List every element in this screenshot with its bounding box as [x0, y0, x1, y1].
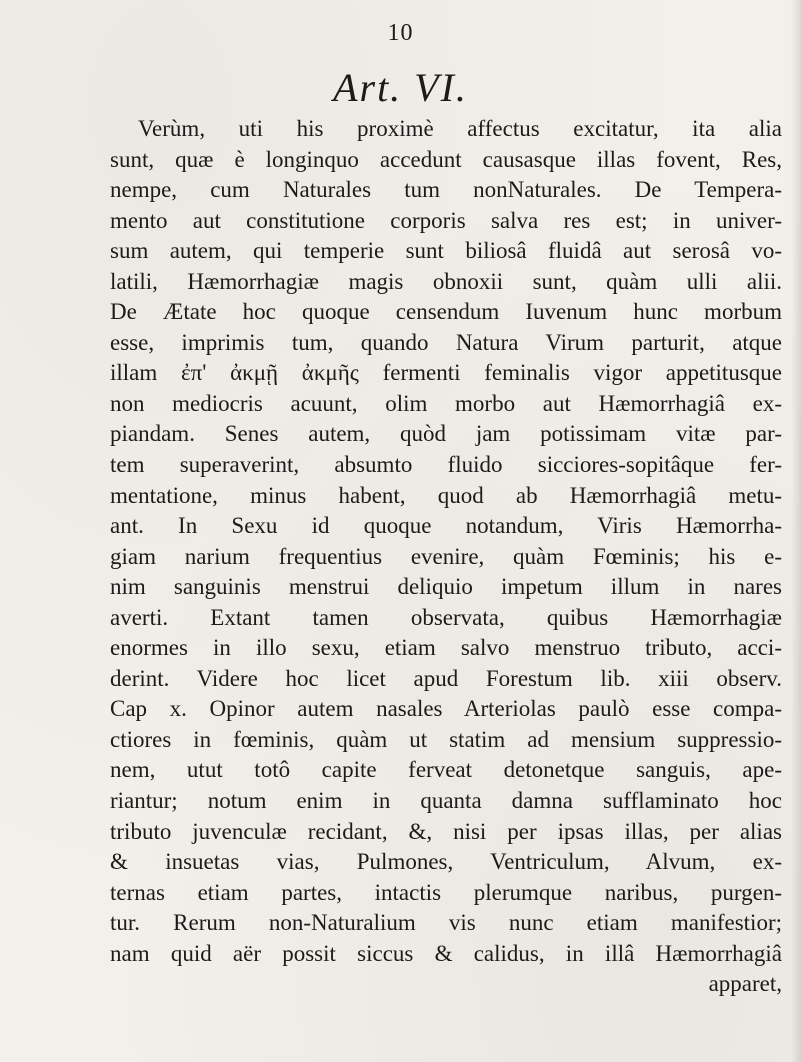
text-line: averti. Extant tamen observata, quibus Hæmorrhagiæ — [110, 604, 782, 630]
text-line: ternas etiam partes, intactis plerumque naribus, purgen- — [110, 879, 782, 905]
text-line: mentatione, minus habent, quod ab Hæmorrhagiâ metu- — [110, 482, 782, 508]
catchword-line: apparet, — [708, 971, 782, 997]
text-line: nempe, cum Naturales tum nonNaturales. De Tempera- — [110, 177, 782, 203]
text-line: tur. Rerum non-Naturalium vis nunc etiam manifestior; — [110, 910, 782, 936]
text-line: & insuetas vias, Pulmones, Ventriculum, Alvum, ex- — [110, 849, 782, 875]
text-line: Verùm, uti his proximè affectus excitatur, ita alia — [138, 116, 782, 141]
text-line: mento aut constitutione corporis salva res est; in univer- — [110, 207, 782, 233]
section-heading: Art. VI. — [333, 65, 468, 110]
text-line: esse, imprimis tum, quando Natura Virum parturit, atque — [110, 329, 782, 355]
text-line: sum autem, qui temperie sunt biliosâ fluidâ aut serosâ vo- — [110, 238, 782, 264]
text-line: ant. In Sexu id quoque notandum, Viris Hæmorrha- — [110, 513, 782, 539]
text-line: De Ætate hoc quoque censendum Iuvenum hunc morbum — [110, 299, 782, 325]
text-line: riantur; notum enim in quanta damna sufflaminato hoc — [110, 788, 782, 814]
text-line: enormes in illo sexu, etiam salvo menstruo tributo, acci- — [110, 635, 782, 661]
text-line: illam ἐπ' ἀκμῇ ἀκμῆς fermenti feminalis vigor appetitusque — [110, 360, 782, 386]
body-text — [110, 114, 782, 1000]
text-line: piandam. Senes autem, quòd jam potissimam vitæ par- — [110, 421, 782, 447]
text-line: nem, utut totô capite ferveat detonetque sanguis, ape- — [110, 757, 782, 783]
text-line: ctiores in fœminis, quàm ut statim ad mensium suppressio- — [110, 726, 782, 752]
text-line: nim sanguinis menstrui deliquio impetum illum in nares — [110, 574, 782, 600]
text-line: tributo juvenculæ recidant, &, nisi per ipsas illas, per alias — [110, 818, 782, 844]
text-line: derint. Videre hoc licet apud Forestum lib. xiii observ. — [110, 665, 782, 691]
page-edge-shadow — [791, 0, 801, 1062]
text-line: giam narium frequentius evenire, quàm Fœminis; his e- — [110, 543, 782, 569]
text-line: nam quid aër possit siccus & calidus, in illâ Hæmorrhagiâ — [110, 940, 782, 966]
text-line: non mediocris acuunt, olim morbo aut Hæmorrhagiâ ex- — [110, 390, 782, 416]
text-line: tem superaverint, absumto fluido sicciores-sopitâque fer- — [110, 452, 782, 478]
page-number: 10 — [387, 20, 414, 46]
text-line: Cap x. Opinor autem nasales Arteriolas paulò esse compa- — [110, 696, 782, 722]
text-line: latili, Hæmorrhagiæ magis obnoxii sunt, quàm ulli alii. — [110, 268, 782, 294]
text-line: sunt, quæ è longinquo accedunt causasque illas fovent, Res, — [110, 146, 782, 172]
